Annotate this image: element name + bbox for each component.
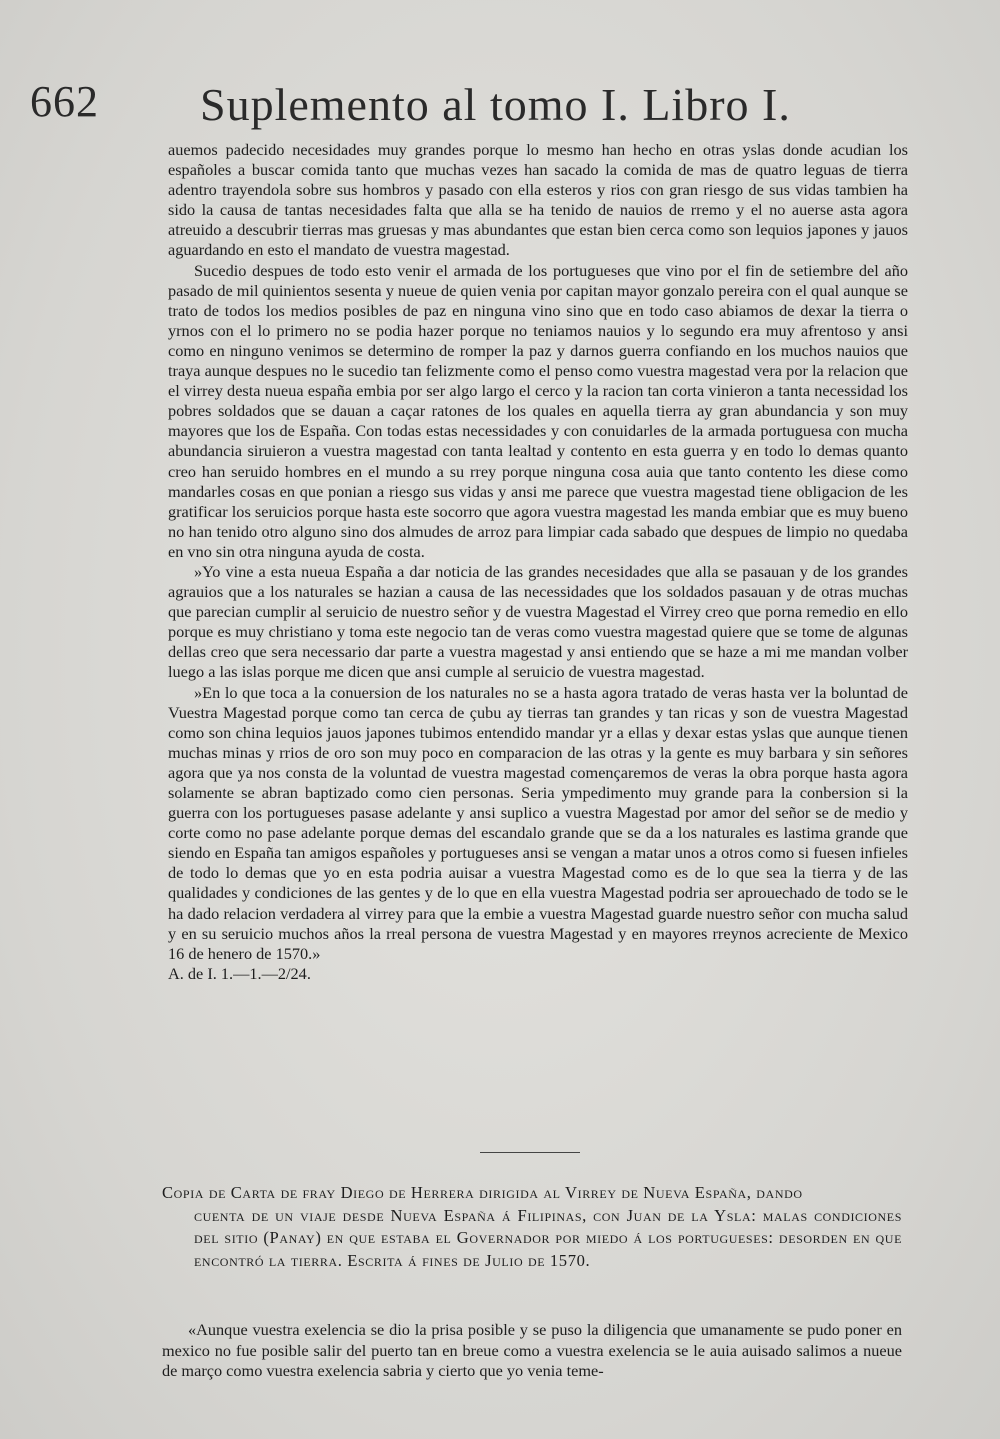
main-text [168, 140, 908, 984]
paragraph: »En lo que toca a la conuersion de los naturales no se a hasta agora tratado de veras hasta ver la boluntad de Vuestra Magestad porque como tan cerca de çubu ay tierras tan grandes y tan ricas y son de vuestra Magestad como son china lequios jauos japones tubimos entendido mandar yr a ellas y dexar estas yslas que aunque tienen muchas minas y rrios de oro son muy poco en comparacion de las otras y la gente es muy barbara y sin señores agora que ya nos consta de la voluntad de vuestra magestad començaremos de veras la obra porque hasta agora solamente se abran baptizado como cien personas. Seria ympedimento muy grande para la conbersion si la guerra con los portugueses pasase adelante y ansi suplico a vuestra Magestad por amor del señor se de medio y corte como no pase adelante porque demas del escandalo grande que se da a los naturales es lastima grande que siendo en España tan amigos españoles y portugueses ansi se vengan a matar unos a otros como si fuesen infieles de todo lo demas que yo en esta podria auisar a vuestra Magestad como es de lo que sea la tierra y de las qualidades y condiciones de las gentes y de lo que en ella vuestra Magestad podria ser aprouechado de todo se le ha dado relacion verdadera al virrey para que la embie a vuestra Magestad guarde nuestro señor con mucha salud y en su seruicio muchos años la rreal persona de vuestra Magestad y en mayores rreynos acreciente de Mexico 16 de henero de 1570.» [168, 682, 908, 963]
heading-first-line: Copia de Carta de fray Diego de Herrera dirigida al Virrey de Nueva España, dando [162, 1183, 803, 1202]
letter-text [162, 1320, 902, 1382]
letter-opening-paragraph: «Aunque vuestra exelencia se dio la prisa posible y se puso la diligencia que umanamente se pudo poner en mexico no fue posible salir del puerto tan en breue como a vuestra exelencia se le auia auisado salimos a nueue de março como vuestra exelencia sabria y cierto que yo venia teme- [162, 1320, 902, 1380]
paragraph: Sucedio despues de todo esto venir el armada de los portugueses que vino por el fin de setiembre del año pasado de mil quinientos sesenta y nueue de quien venia por capitan mayor gonzalo pereira con el qual aunque se trato de todos los medios posibles de paz en ninguna vino sino que en todo caso abiamos de dexar la tierra o yrnos con el lo primero no se podia hazer porque no teniamos nauios y lo segundo era muy afrentoso y ansi como en ninguno venimos se determino de romper la paz y darnos guerra confiando en los muchos nauios que traya aunque despues no le sucedio tan felizmente como el penso como vuestra magestad vera por la relacion que el virrey desta nueua españa embia por ser algo largo el cerco y la racion tan corta vinieron a tanta necessidad los pobres soldados que se dauan a caçar ratones de los quales en aquella tierra ay gran abundancia y son muy mayores que los de España. Con todas estas necessidades y con conuidarles de la armada portuguesa con mucha abundancia siruieron a vuestra magestad con tanta lealtad y contento en esta guerra y en todo lo demas quanto creo han seruido hombres en el mundo a su rrey porque ninguna cosa auia que tanto contento les diese como mandarles cosas en que ponian a riesgo sus vidas y ansi me parece que vuestra magestad tiene obligacion de les gratificar los seruicios porque hasta este socorro que agora vuestra magestad les manda embiar que es muy bueno no han tenido otro alguno sino dos almudes de arroz para limpiar cada sabado que despues de limpio no quedaba en vno sin otra ninguna ayuda de costa. [168, 260, 908, 561]
archive-reference: A. de I. 1.—1.—2/24. [168, 963, 311, 983]
section-heading [162, 1182, 902, 1272]
paragraph-continuation: auemos padecido necesidades muy grandes porque lo mesmo han hecho en otras yslas donde acudian los españoles a buscar comida tanto que muchas vezes han sacado la comida de mas de quatro leguas de tierra adentro trayendola sobre sus hombros y pasado con ella esteros y rios con gran riesgo de sus vidas tambien ha sido la causa de tantas necesidades falta que alla se ha tenido de nauios de rremo y el no auerse asta agora atreuido a descubrir tierras mas gruesas y mas abundantes que estan bien cerca como son lequios japones y jauos aguardando en esto el mandato de vuestra magestad. [168, 140, 908, 260]
section-divider [480, 1152, 580, 1153]
running-title: Suplemento al tomo I. Libro I. [200, 79, 791, 130]
page-header [30, 70, 960, 140]
paragraph: »Yo vine a esta nueua España a dar noticia de las grandes necesidades que alla se pasauan y de los grandes agrauios que a los naturales se hazian a causa de las necessidades que los soldados pasauan y de otras muchas que parecian cumplir al seruicio de nuestro señor y de vuestra Magestad el Virrey creo que porna remedio en ello porque es muy christiano y toma este negocio tan de veras como vuestra magestad quiere que se tome de algunas dellas creo que sera necessario dar parte a vuestra magestad y ansi entiendo que se haze a mi me mandan volber luego a las islas porque me dicen que ansi cumple al seruicio de vuestra magestad. [168, 561, 908, 682]
page-number: 662 [30, 77, 99, 126]
heading-continuation: cuenta de un viaje desde Nueva España á Filipinas, con Juan de la Ysla: malas condiciones del sitio (Panay) en que estaba el Governador por miedo á los portugueses: desorden en que encontró la tierra. Escrita á fines de Julio de 1570. [194, 1205, 902, 1270]
